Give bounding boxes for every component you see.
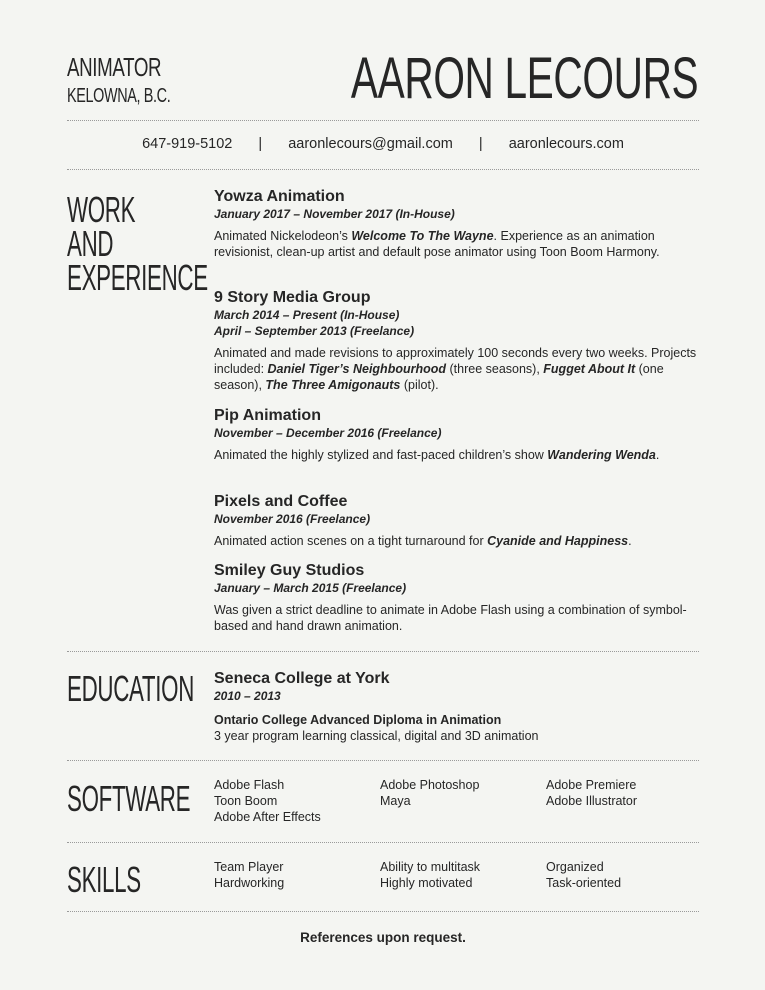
phone-number: 647-919-5102: [142, 136, 233, 152]
job-dates: March 2014 – Present (In-House): [214, 308, 400, 322]
title-line: WORK: [67, 189, 136, 230]
divider: [67, 651, 699, 652]
website: aaronlecours.com: [508, 136, 624, 152]
title-line: AND: [67, 223, 114, 264]
skill-item: Highly motivated: [380, 876, 473, 890]
separator: |: [478, 136, 483, 152]
company-name: Smiley Guy Studios: [214, 562, 365, 579]
skills-column: [546, 859, 621, 891]
job-dates: January 2017 – November 2017 (In-House): [214, 207, 455, 221]
skill-item: Organized: [546, 860, 604, 874]
job-dates: November 2016 (Freelance): [214, 512, 371, 526]
references-note: References upon request.: [300, 930, 466, 945]
job-description: Animated Nickelodeon’s Welcome To The Wayne. Experience as an animation revisionist, clean-up artist and default pose animator using Toon Boom Harmony.: [214, 229, 660, 259]
job-dates: January – March 2015 (Freelance): [214, 581, 407, 595]
title-line: EXPERIENCE: [67, 257, 208, 298]
skills-section-title: SKILLS: [67, 859, 141, 900]
job-dates: November – December 2016 (Freelance): [214, 426, 442, 440]
skill-item: Team Player: [214, 860, 284, 874]
software-item: Adobe Flash: [214, 778, 285, 792]
job-dates: April – September 2013 (Freelance): [214, 324, 415, 338]
skills-column: [214, 859, 284, 891]
software-item: Maya: [380, 794, 411, 808]
job-description: Animated and made revisions to approximately 100 seconds every two weeks. Projects included: Daniel Tiger’s Neighbourhood (three seasons), Fugget About It (one season), The Three Amigonauts (pilot).: [214, 346, 697, 392]
separator: |: [258, 136, 263, 152]
skills-column: [380, 859, 480, 891]
software-column: [380, 777, 479, 809]
location: KELOWNA, B.C.: [67, 85, 171, 107]
divider: [67, 842, 699, 843]
email-address: aaronlecours@gmail.com: [288, 136, 453, 152]
company-name: Pixels and Coffee: [214, 493, 348, 510]
software-item: Adobe Photoshop: [380, 778, 480, 792]
job-entry: [214, 289, 704, 393]
program-details: 3 year program learning classical, digital and 3D animation: [214, 729, 539, 743]
education-section-title: EDUCATION: [67, 668, 195, 709]
company-name: 9 Story Media Group: [214, 289, 371, 306]
education-entry: [214, 670, 704, 744]
skill-item: Task-oriented: [546, 876, 622, 890]
role-title: ANIMATOR: [67, 52, 162, 82]
company-name: Pip Animation: [214, 407, 321, 424]
software-column: [546, 777, 637, 809]
job-entry: [214, 407, 704, 463]
company-name: Yowza Animation: [214, 188, 345, 205]
job-entry: [214, 188, 704, 260]
divider: [67, 120, 699, 121]
software-item: Adobe Illustrator: [546, 794, 638, 808]
school-name: Seneca College at York: [214, 670, 390, 687]
contact-bar: [67, 136, 699, 152]
software-section-title: SOFTWARE: [67, 778, 191, 819]
job-entry: [214, 493, 704, 549]
job-description: Animated the highly stylized and fast-paced children’s show Wandering Wenda.: [214, 448, 660, 462]
job-entry: [214, 562, 704, 634]
divider: [67, 760, 699, 761]
software-column: [214, 777, 321, 825]
skill-item: Ability to multitask: [380, 860, 481, 874]
software-item: Toon Boom: [214, 794, 278, 808]
job-description: Animated action scenes on a tight turnaround for Cyanide and Happiness.: [214, 534, 632, 548]
skill-item: Hardworking: [214, 876, 285, 890]
divider: [67, 911, 699, 912]
work-section-title: [67, 189, 208, 298]
software-item: Adobe After Effects: [214, 810, 321, 824]
education-years: 2010 – 2013: [214, 689, 281, 703]
program-name: Ontario College Advanced Diploma in Animation: [214, 713, 502, 727]
applicant-name: AARON LECOURS: [350, 46, 698, 111]
software-item: Adobe Premiere: [546, 778, 637, 792]
divider: [67, 169, 699, 170]
job-description: Was given a strict deadline to animate in Adobe Flash using a combination of symbol-based and hand drawn animation.: [214, 603, 687, 633]
